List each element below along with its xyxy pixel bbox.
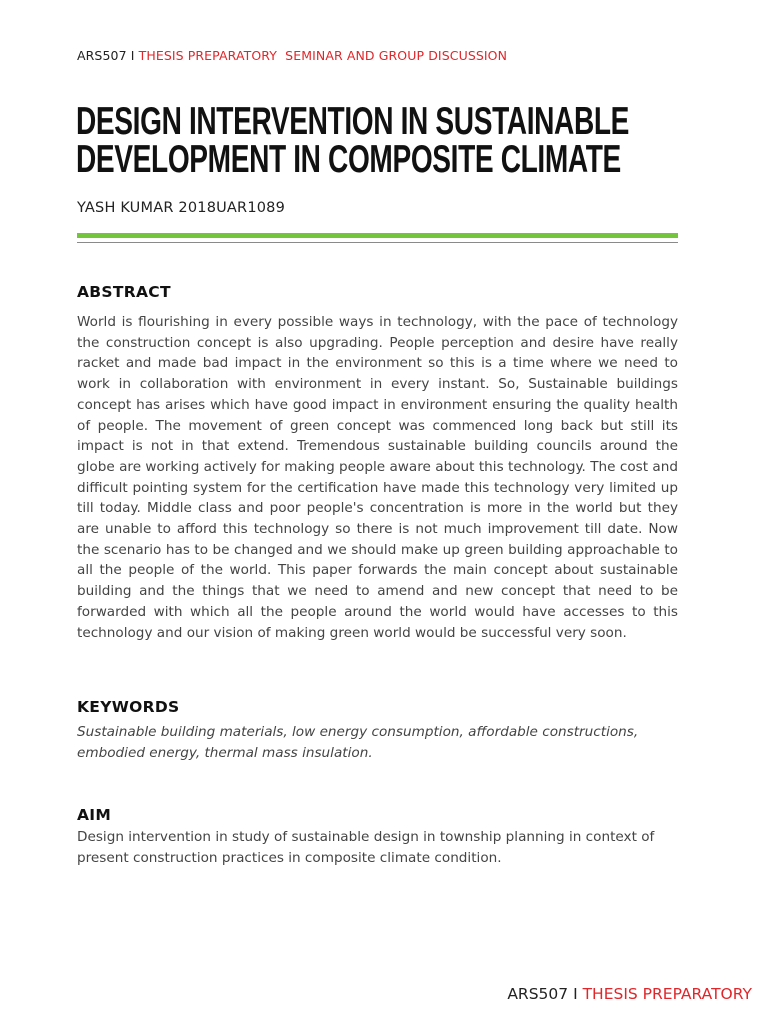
footer-course-title: THESIS PREPARATORY: [582, 985, 752, 1003]
header-course-title: THESIS PREPARATORY SEMINAR AND GROUP DISCUSSION: [138, 48, 508, 63]
keywords-text: Sustainable building materials, low energy consumption, affordable constructions, embodied energy, thermal mass insulation.: [77, 724, 639, 761]
keywords-heading: KEYWORDS: [77, 698, 180, 716]
header-course-code: ARS507: [77, 48, 127, 63]
footer-separator: I: [573, 985, 578, 1003]
abstract-heading: ABSTRACT: [77, 283, 171, 301]
abstract-text: World is flourishing in every possible ways in technology, with the pace of technology the construction concept is also upgrading. People perception and desire have really racket and made bad impact in the environment so this is a time where we need to work in collaboration with environment in every instant. So, Sustainable buildings concept has arises which have good impact in environment ensuring the quality health of people. The movement of green concept was commenced long back but still its impact is not in that extend. Tremendous sustainable building councils around the globe are working actively for making people aware about this technology. The cost and difficult pointing system for the certification have made this technology very limited up till today. Middle class and poor people's concentration is more in the world but they are unable to afford this technology so there is not much improvement till date. Now the scenario has to be changed and we should make up green building approachable to all the people of the world. This paper forwards the main concept about sustainable building and the things that we need to amend and new concept that need to be forwarded with which all the people around the world would have accesses to this technology and our vision of making green world would be successful very soon.: [77, 314, 678, 641]
title-line-2: DEVELOPMENT IN COMPOSITE CLIMATE: [76, 138, 621, 181]
page-footer: [507, 985, 752, 1003]
footer-course-code: ARS507: [507, 985, 569, 1003]
author-line: YASH KUMAR 2018UAR1089: [77, 200, 286, 216]
document-title: [76, 100, 630, 181]
aim-heading: AIM: [77, 806, 112, 824]
page-header: [77, 48, 507, 63]
title-line-1: DESIGN INTERVENTION IN SUSTAINABLE: [76, 100, 630, 143]
aim-text: Design intervention in study of sustainable design in township planning in context of present construction practices in composite climate condition.: [77, 829, 655, 866]
header-separator: I: [130, 48, 135, 63]
grey-divider: [77, 242, 678, 243]
green-divider: [77, 233, 678, 238]
